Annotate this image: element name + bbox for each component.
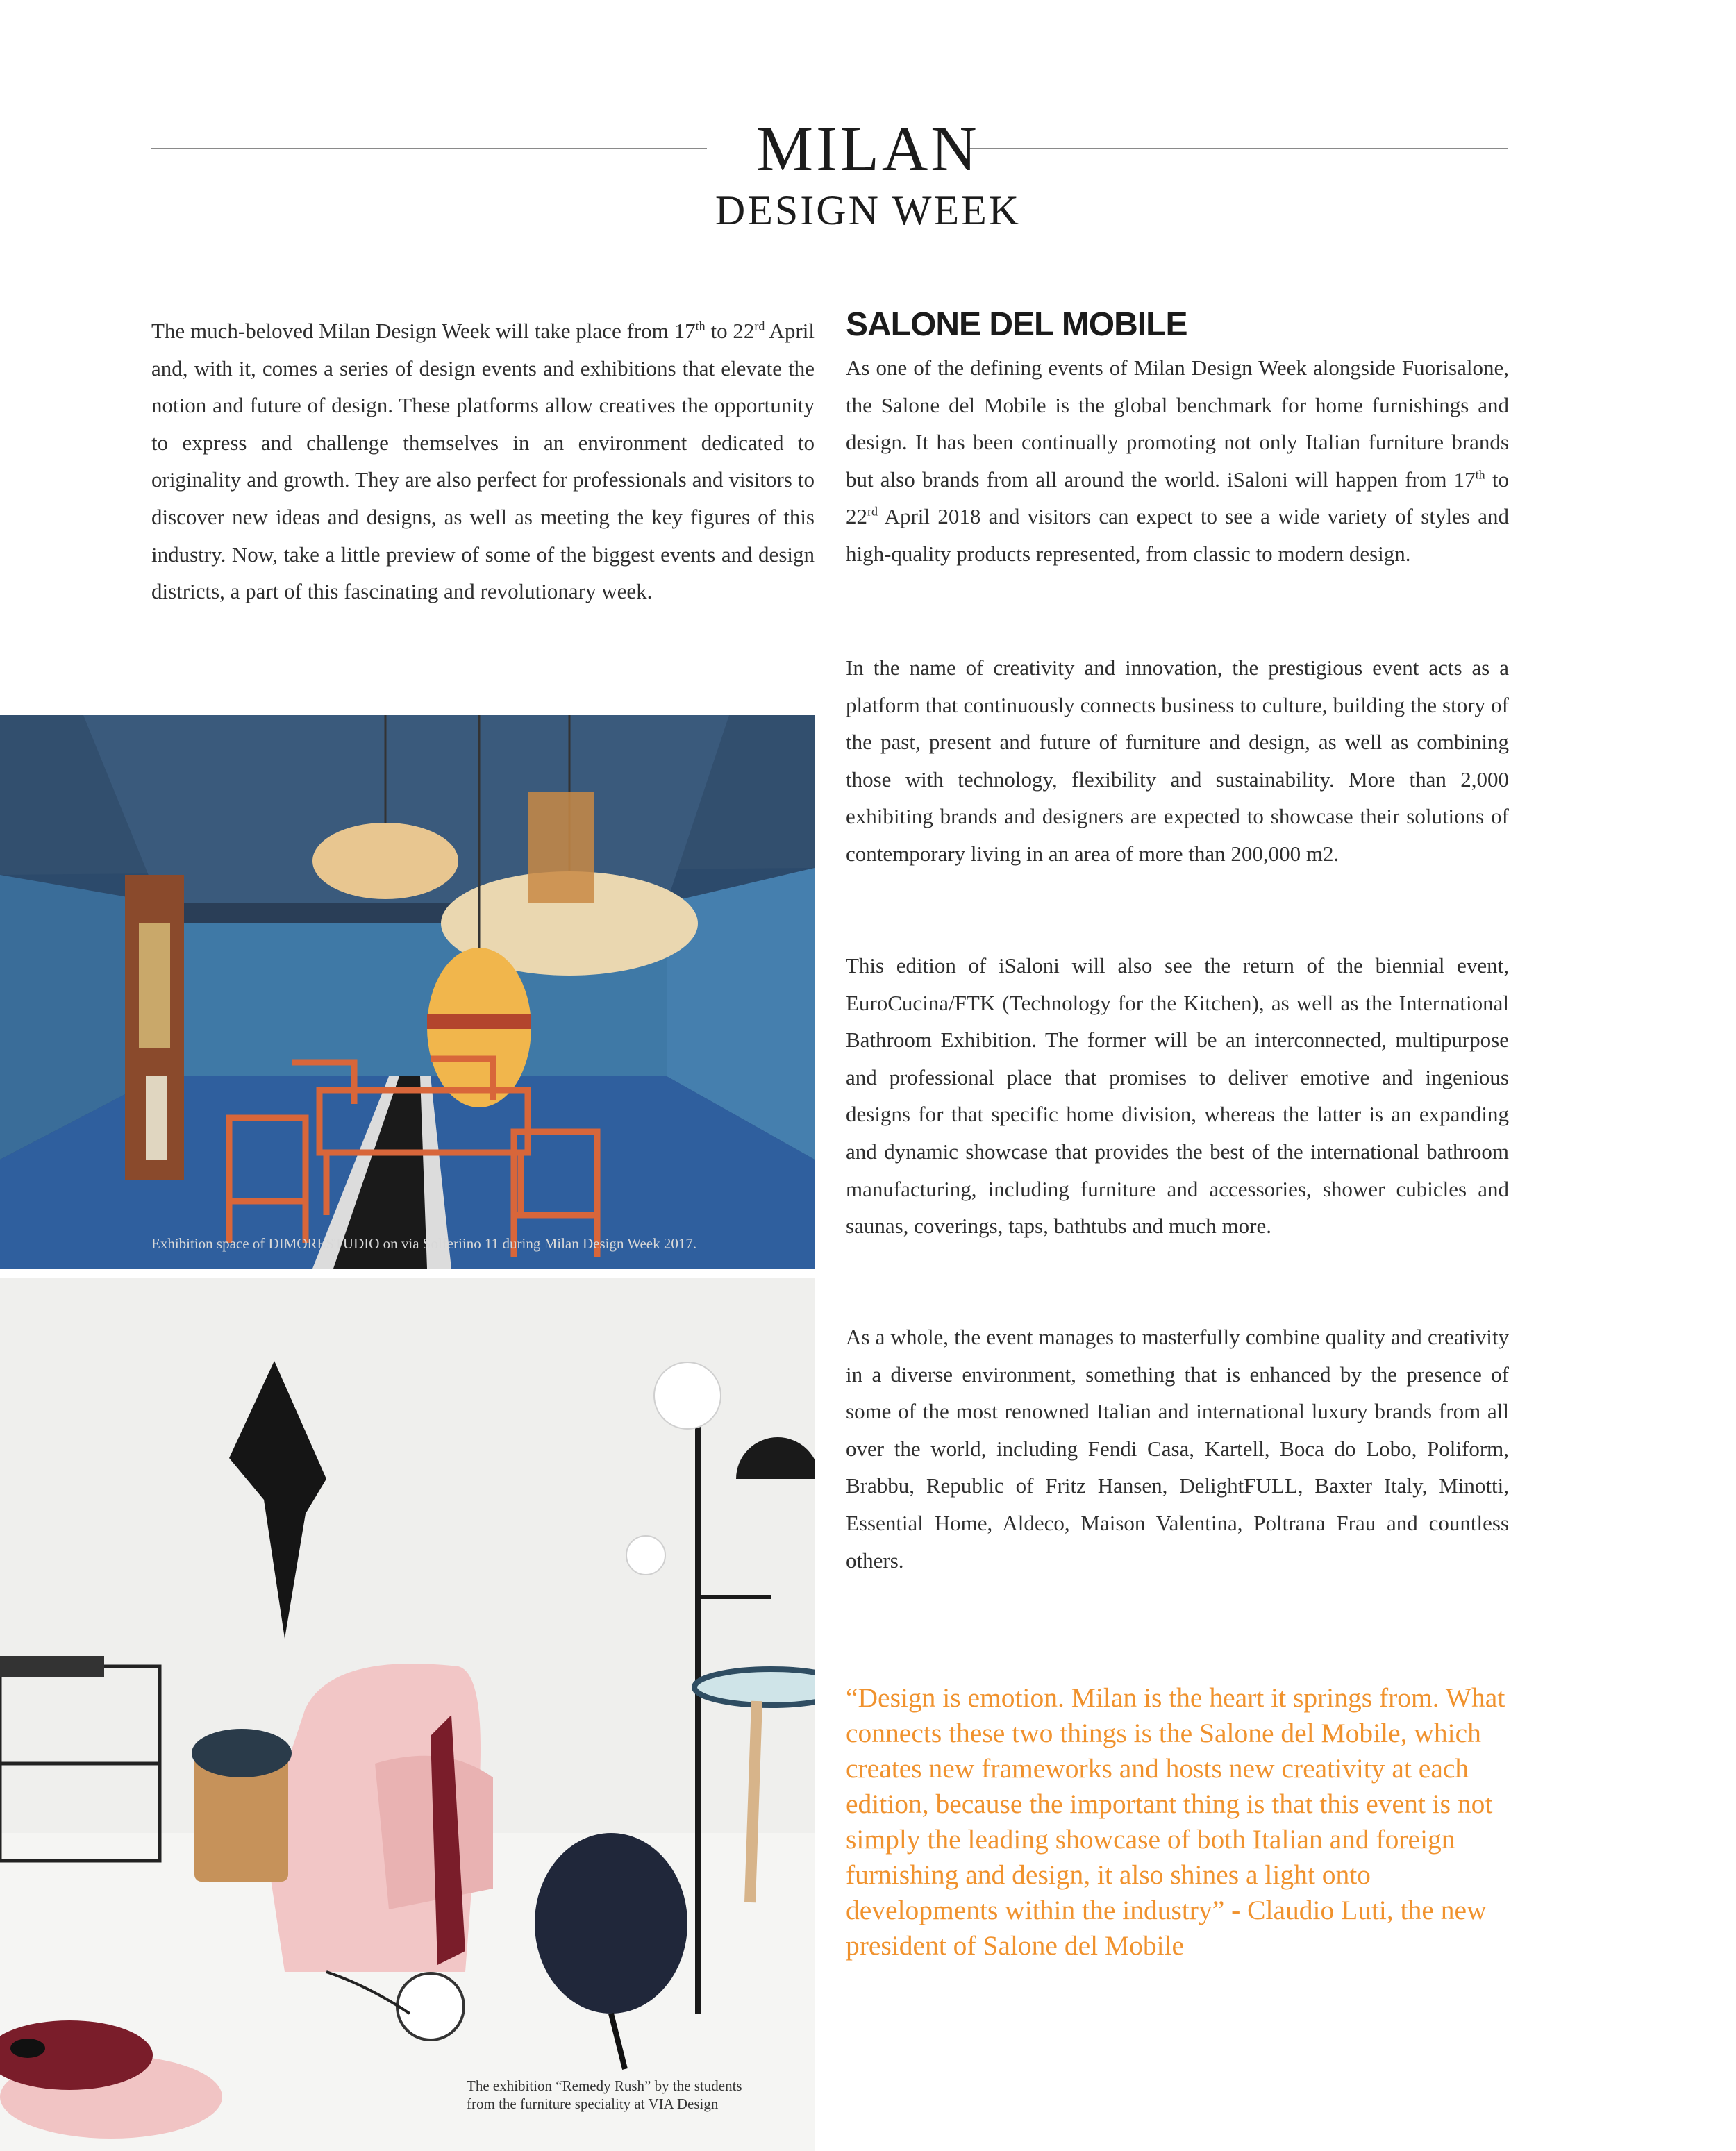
photo2-caption-line1: The exhibition “Remedy Rush” by the students [467,2077,742,2094]
side-table [694,1669,815,1705]
cage-lamp [528,792,594,903]
salone-paragraph-1: As one of the defining events of Milan Design Week alongside Fuorisalone, the Salone del Mobile is the global benchmark for home furnishings and design. It has been continually promoting not only Italian furniture brands but also brands from all around the world. iSaloni will happen from 17th to 22rd April 2018 and visitors can expect to see a wide variety of styles and high-quality products represented, from classic to modern design. [846,355,1509,566]
photo2-caption-line2: from the furniture speciality at VIA Design [467,2095,719,2112]
intro-paragraph: The much-beloved Milan Design Week will take place from 17th to 22rd April and, with it, comes a series of design events and exhibitions that elevate the notion and future of design. These platforms allow creatives the opportunity to express and challenge themselves in an environment dedicated to originality and growth. They are also perfect for professionals and visitors to discover new ideas and designs, as well as meeting the key figures of this industry. Now, take a little preview of some of the biggest events and design districts, a part of this fascinating and revolutionary week. [151,319,815,604]
section-heading: SALONE DEL MOBILE [846,306,1187,343]
room-illustration [0,715,815,1269]
globe-floor-lamp [397,1973,464,2040]
silk-lamp-1 [312,823,458,899]
quilted-lamp [535,1833,687,2014]
exhibit-illustration [0,1278,815,2151]
page-subtitle: DESIGN WEEK [715,187,1021,233]
photo-dimorestudio-room [0,715,815,1269]
page-title: MILAN [756,113,980,184]
photo1-caption: Exhibition space of DIMORESTUDIO on via Solferiino 11 during Milan Design Week 2017. [151,1235,697,1252]
salone-paragraph-4: As a whole, the event manages to masterfully combine quality and creativity in a diverse environment, something that is enhanced by the presence of some of the most renowned Italian and international luxury brands from all over the world, including Fendi Casa, Kartell, Boca do Lobo, Poliform, Brabbu, Republic of Fritz Hansen, DelightFULL, Baxter Italy, Minotti, Essential Home, Aldeco, Maison Valentina, Poltrana Frau and countless others. [846,1325,1509,1573]
salone-paragraph-2: In the name of creativity and innovation, the prestigious event acts as a platform that continuously connects business to culture, building the story of the past, present and future of furniture and design, as well as combining those with technology, flexibility and sustainability. More than 2,000 exhibiting brands and designers are expected to showcase their solutions of contemporary living in an area of more than 200,000 m2. [846,655,1509,866]
photo2-caption [467,2077,800,2113]
pull-quote: “Design is emotion. Milan is the heart it springs from. What connects these two things is the Salone del Mobile, which creates new frameworks and hosts new creativity at each edition, because the important thing is that this event is not simply the leading showcase of both Italian and foreign furnishing and design, it also shines a light onto developments within the industry” - Claudio Luti, the new president of Salone del Mobile [846,1682,1505,1961]
photo-remedy-rush [0,1278,815,2151]
salone-paragraph-3: This edition of iSaloni will also see the return of the biennial event, EuroCucina/FTK (Technology for the Kitchen), as well as the International Bathroom Exhibition. The former will be an interconnected, multipurpose and professional place that promises to deliver emotive and ingenious designs for that specific home division, whereas the latter is an expanding and dynamic showcase that provides the best of the international bathroom manufacturing, including furniture and accessories, shower cubicles and saunas, coverings, taps, bathtubs and much more. [846,953,1509,1239]
